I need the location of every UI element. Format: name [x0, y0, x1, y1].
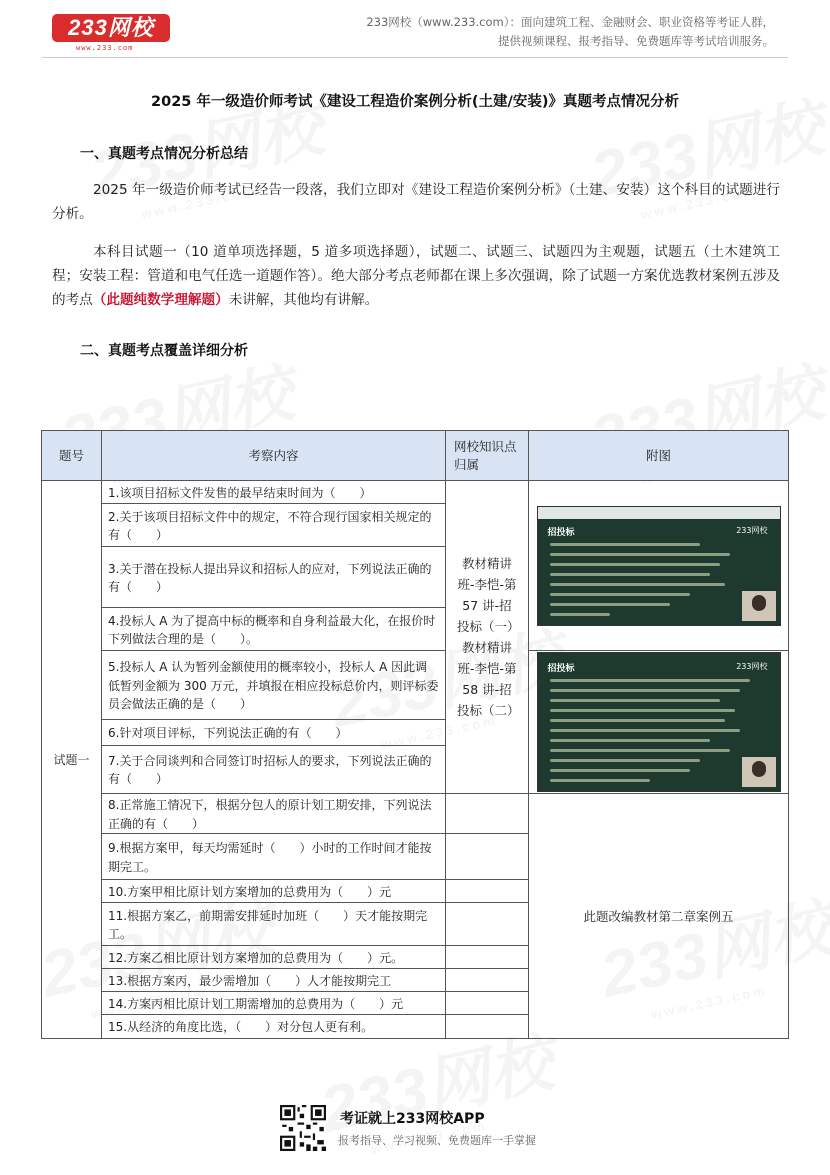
col-header-number: 题号: [42, 431, 102, 481]
knowledge-point-empty: [446, 992, 529, 1015]
question-group-label: 试题一: [42, 481, 102, 1039]
slide-brand: 233网校: [736, 525, 768, 535]
teacher-video-thumbnail: [742, 591, 776, 621]
section-heading-1: 一、真题考点情况分析总结: [80, 146, 248, 162]
question-item: 4.投标人 A 为了提高中标的概率和自身利益最大化，在报价时下列做法合理的是（ ）。: [102, 608, 446, 651]
image-cell-2: [529, 651, 789, 794]
slide-title: 招投标: [547, 527, 575, 538]
knowledge-point-empty: [446, 1015, 529, 1039]
logo-url: www.233.com: [76, 44, 134, 52]
knowledge-point-empty: [446, 969, 529, 992]
knowledge-point-cell: [446, 481, 529, 794]
question-item: 6.针对项目评标，下列说法正确的有（ ）: [102, 720, 446, 746]
question-item: 5.投标人 A 认为暂列金额使用的概率较小，投标人 A 因此调低暂列金额为 300 万元，并填报在相应投标总价内，则评标委员会做法正确的是（ ）: [102, 651, 446, 720]
teacher-video-thumbnail: [742, 757, 776, 787]
question-item: 7.关于合同谈判和合同签订时招标人的要求，下列说法正确的有（ ）: [102, 745, 446, 793]
lecture-screenshot-2: [537, 652, 781, 792]
lecture-screenshot-1: [537, 506, 781, 626]
brand-logo: [52, 14, 172, 52]
footer-subtitle: 报考指导、学习视频、免费题库一手掌握: [338, 1134, 536, 1147]
paragraph-text: 本科目试题一（10 道单项选择题，5 道多项选择题），试题二、试题三、试题四为主观题，试题五（土木建筑工程；安装工程：管道和电气任选一道题作答）。绝大部分考点老师都在课上多次强调，除了试题一方案优选教材案例五涉及的考点: [52, 244, 780, 308]
knowledge-point-2: 教材精讲班-李恺-第 58 讲-招投标（二）: [457, 640, 520, 718]
table-row: [42, 651, 789, 720]
question-item: 15.从经济的角度比选，（ ）对分包人更有利。: [102, 1015, 446, 1039]
knowledge-point-empty: [446, 903, 529, 946]
qr-code-icon: [280, 1105, 326, 1151]
question-item: 1.该项目招标文件发售的最早结束时间为（ ）: [102, 481, 446, 504]
slide-brand: 233网校: [736, 662, 768, 671]
header-intro: [366, 13, 774, 51]
document-title: 2025 年一级造价师考试《建设工程造价案例分析(土建/安装)》真题考点情况分析: [151, 94, 679, 110]
question-item: 10.方案甲相比原计划方案增加的总费用为（ ）元: [102, 880, 446, 903]
col-header-knowledge: 网校知识点归属: [446, 431, 529, 481]
footer-title: 考证就上233网校APP: [340, 1111, 485, 1127]
paragraph-text-end: 未讲解，其他均有讲解。: [228, 292, 379, 308]
question-item: 9.根据方案甲，每天均需延时（ ）小时的工作时间才能按期完工。: [102, 834, 446, 880]
knowledge-point-empty: [446, 794, 529, 834]
question-item: 3.关于潜在投标人提出异议和招标人的应对，下列说法正确的有（ ）: [102, 547, 446, 608]
question-item: 13.根据方案丙，最少需增加（ ）人才能按期完工: [102, 969, 446, 992]
section-heading-2: 二、真题考点覆盖详细分析: [80, 343, 248, 359]
col-header-content: 考察内容: [102, 431, 446, 481]
question-item: 12.方案乙相比原计划方案增加的总费用为（ ）元。: [102, 946, 446, 969]
question-item: 11.根据方案乙，前期需安排延时加班（ ）天才能按期完工。: [102, 903, 446, 946]
question-item: 2.关于该项目招标文件中的规定，不符合现行国家相关规定的有（ ）: [102, 504, 446, 547]
table-row: [42, 481, 789, 504]
slide-title: 招投标: [547, 664, 575, 674]
logo-text: 233网校: [52, 14, 170, 42]
question-item: 8.正常施工情况下，根据分包人的原计划工期安排，下列说法正确的有（ ）: [102, 794, 446, 834]
paragraph-overview: [52, 240, 780, 312]
header-line-2: 提供视频课程、报考指导、免费题库等考试培训服务。: [498, 34, 774, 48]
table-row: [42, 794, 789, 834]
highlight-note: （此题纯数学理解题）: [92, 292, 229, 308]
col-header-image: 附图: [529, 431, 789, 481]
knowledge-point-empty: [446, 834, 529, 880]
knowledge-point-1: 教材精讲班-李恺-第 57 讲-招投标（一）: [457, 556, 520, 634]
header-line-1: 233网校（www.233.com）：面向建筑工程、金融财会、职业资格等考证人群，: [366, 15, 774, 29]
header-divider: [42, 57, 788, 58]
table-header-row: [42, 431, 789, 481]
note-cell: 此题改编教材第二章案例五: [529, 794, 789, 1039]
knowledge-point-empty: [446, 946, 529, 969]
analysis-table: [41, 430, 789, 1039]
knowledge-point-empty: [446, 880, 529, 903]
image-cell-1: [529, 481, 789, 651]
question-item: 14.方案丙相比原计划工期需增加的总费用为（ ）元: [102, 992, 446, 1015]
paragraph-intro: 2025 年一级造价师考试已经告一段落，我们立即对《建设工程造价案例分析》（土建、安装）这个科目的试题进行分析。: [52, 182, 780, 222]
